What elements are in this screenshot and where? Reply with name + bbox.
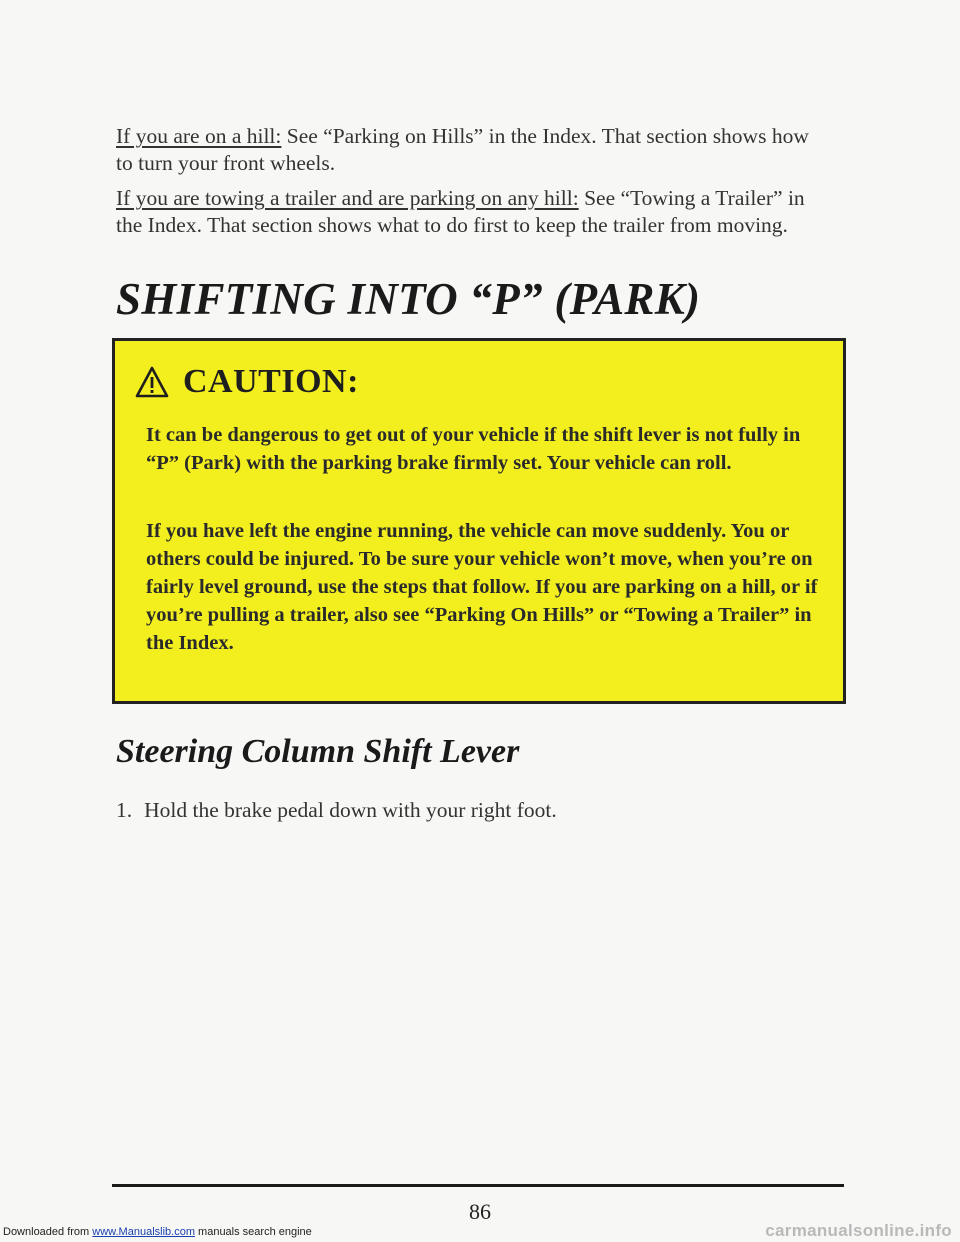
step-item: [116, 797, 557, 824]
footer-rule: [112, 1184, 844, 1187]
step-number: 1.: [116, 798, 133, 822]
hill-parking-lead: If you are on a hill:: [116, 124, 282, 148]
caution-paragraph-1: It can be dangerous to get out of your vehicle if the shift lever is not fully in “P” (Park) with the parking brake firmly set. Your vehicle can roll.: [146, 424, 801, 474]
trailer-parking-lead: If you are towing a trailer and are parking on any hill:: [116, 186, 579, 210]
page-number: 86: [469, 1199, 491, 1224]
download-footer: [3, 1226, 312, 1238]
manualslib-link[interactable]: www.Manualslib.com: [92, 1226, 195, 1238]
hill-parking-paragraph: [116, 123, 816, 177]
footer-suffix: manuals search engine: [194, 1226, 312, 1238]
caution-header: [135, 363, 359, 401]
caution-label: CAUTION:: [183, 363, 359, 400]
subsection-title: Steering Column Shift Lever: [116, 733, 520, 770]
section-title: SHIFTING INTO “P” (PARK): [116, 274, 701, 324]
hill-parking-text: See “Parking on Hills” in the Index. That section shows how to turn your front wheels.: [116, 124, 809, 175]
caution-box: [112, 338, 846, 704]
footer-prefix: Downloaded from: [3, 1226, 93, 1238]
trailer-parking-text: See “Towing a Trailer” in the Index. That section shows what to do first to keep the trailer from moving.: [116, 186, 805, 237]
caution-paragraph-2: If you have left the engine running, the vehicle can move suddenly. You or others could be injured. To be sure your vehicle won’t move, when you’re on fairly level ground, use the steps that follow. If you are parking on a hill, or if you’re pulling a trailer, also see “Parking On Hills” or “Towing a Trailer” in the Index.: [146, 520, 818, 654]
trailer-parking-paragraph: [116, 185, 816, 239]
warning-triangle-icon: [135, 366, 169, 398]
step-text: Hold the brake pedal down with your right foot.: [144, 798, 557, 822]
watermark: carmanualsonline.info: [765, 1221, 952, 1240]
